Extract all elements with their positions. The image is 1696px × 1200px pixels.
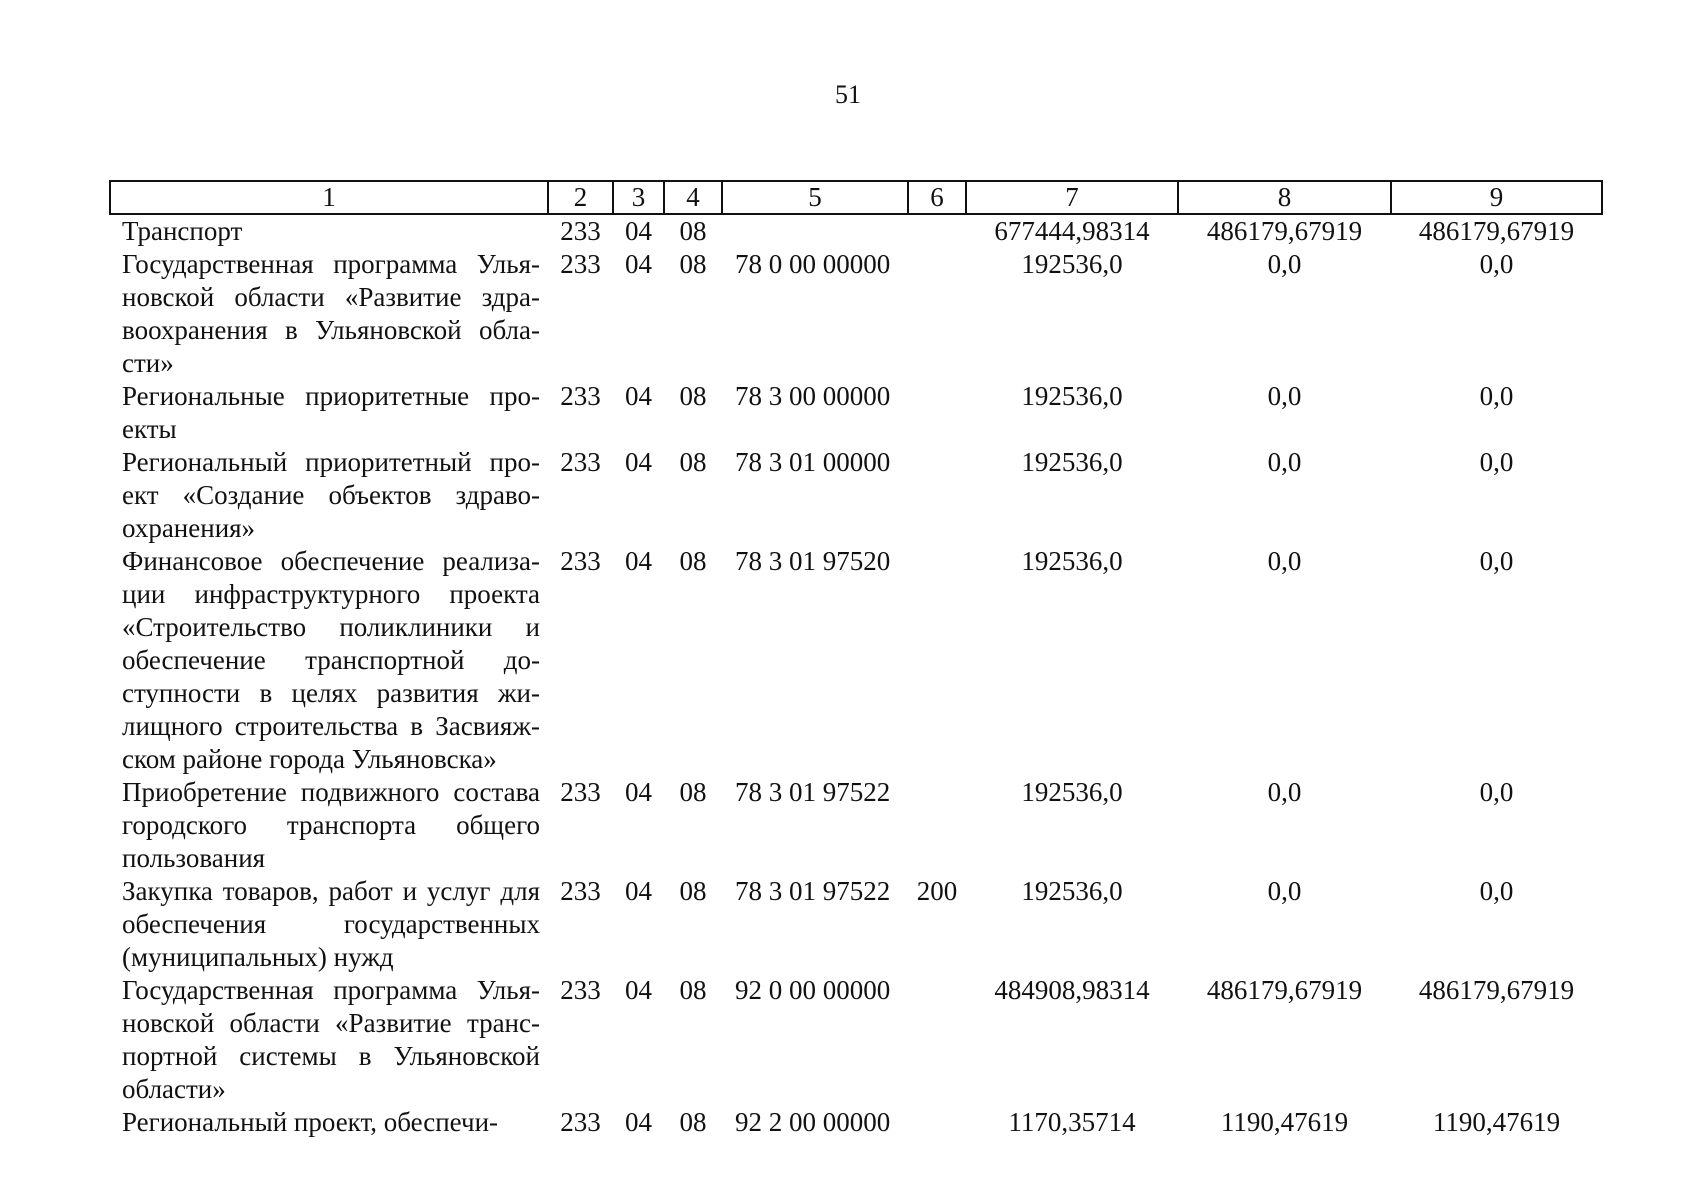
row-amount-col8: 1190,47619 (1220, 1107, 1349, 1137)
row-subsection-code: 08 (679, 546, 707, 576)
row-amount-col8: 0,0 (1267, 876, 1302, 906)
row-name: Приобретение подвижного состава городского транспорта общего пользования (122, 777, 540, 873)
row-ministry-code: 233 (560, 381, 601, 411)
row-amount-col7: 192536,0 (1021, 546, 1123, 576)
table-header (110, 181, 1602, 214)
row-section-code: 04 (625, 876, 652, 906)
row-name: Региональный проект, обеспечи- (122, 1107, 499, 1137)
row-subsection-code: 08 (679, 381, 707, 411)
row-ministry-code: 233 (560, 546, 601, 576)
row-name: Региональный приоритетный проект «Создание объектов здравоохранения» (122, 447, 540, 543)
row-name: Финансовое обеспечение реализации инфраструктурного проекта «Строительство поликлиники и обеспечение транспортной доступности в целях развития жилищного строительства в Засвияжском районе города Ульяновска» (122, 546, 540, 774)
row-expense-type (908, 248, 966, 380)
row-expense-type (908, 1106, 966, 1139)
row-ministry-code: 233 (560, 876, 601, 906)
row-ministry-code: 233 (560, 1107, 601, 1137)
page-number: 51 (835, 80, 861, 109)
row-target-article: 92 2 00 00000 (735, 1107, 891, 1137)
row-amount-col9: 0,0 (1479, 777, 1514, 807)
row-name: Закупка товаров, работ и услуг для обеспечения государственных (муниципальных) нужд (122, 876, 540, 972)
row-expense-type (908, 380, 966, 446)
row-amount-col7: 192536,0 (1021, 447, 1123, 477)
row-amount-col8: 0,0 (1267, 381, 1302, 411)
row-target-article: 78 3 01 97520 (735, 546, 891, 576)
row-ministry-code: 233 (560, 249, 601, 279)
row-subsection-code: 08 (679, 975, 707, 1005)
table-row (110, 248, 1602, 380)
row-target-article: 92 0 00 00000 (735, 975, 891, 1005)
row-section-code: 04 (625, 975, 652, 1005)
row-expense-type (908, 214, 966, 248)
row-section-code: 04 (625, 447, 652, 477)
row-amount-col7: 192536,0 (1021, 876, 1123, 906)
row-target-article: 78 0 00 00000 (735, 249, 891, 279)
table-row (110, 545, 1602, 776)
row-amount-col9: 0,0 (1479, 876, 1514, 906)
row-name: Государственная программа Ульяновской области «Развитие здравоохранения в Ульяновской области» (122, 249, 540, 378)
budget-table (109, 180, 1603, 1139)
row-ministry-code: 233 (560, 216, 601, 246)
row-expense-type (908, 446, 966, 545)
table-row (110, 1106, 1602, 1139)
row-subsection-code: 08 (679, 876, 707, 906)
row-amount-col8: 0,0 (1267, 249, 1302, 279)
row-subsection-code: 08 (679, 447, 707, 477)
row-section-code: 04 (625, 777, 652, 807)
column-header-7: 7 (966, 181, 1178, 214)
column-header-5: 5 (722, 181, 908, 214)
row-subsection-code: 08 (679, 249, 707, 279)
row-ministry-code: 233 (560, 447, 601, 477)
column-header-1: 1 (110, 181, 548, 214)
row-amount-col8: 0,0 (1267, 546, 1302, 576)
row-amount-col8: 486179,67919 (1206, 975, 1363, 1005)
row-amount-col9: 1190,47619 (1432, 1107, 1561, 1137)
column-header-3: 3 (613, 181, 664, 214)
row-expense-type (908, 974, 966, 1106)
row-target-article: 78 3 01 97522 (735, 876, 891, 906)
row-amount-col8: 0,0 (1267, 777, 1302, 807)
row-amount-col7: 192536,0 (1021, 249, 1123, 279)
row-section-code: 04 (625, 216, 652, 246)
row-ministry-code: 233 (560, 777, 601, 807)
row-amount-col9: 0,0 (1479, 249, 1514, 279)
row-section-code: 04 (625, 249, 652, 279)
row-section-code: 04 (625, 1107, 652, 1137)
header-row (110, 181, 1602, 214)
row-target-article: 78 3 01 00000 (735, 447, 891, 477)
column-header-6: 6 (908, 181, 966, 214)
row-amount-col7: 192536,0 (1021, 777, 1123, 807)
row-target-article (722, 214, 908, 248)
row-amount-col7: 192536,0 (1021, 381, 1123, 411)
column-header-2: 2 (548, 181, 613, 214)
table-row (110, 380, 1602, 446)
row-target-article: 78 3 01 97522 (735, 777, 891, 807)
column-header-8: 8 (1178, 181, 1391, 214)
row-amount-col7: 484908,98314 (994, 975, 1150, 1005)
row-amount-col8: 486179,67919 (1206, 216, 1363, 246)
row-section-code: 04 (625, 546, 652, 576)
row-amount-col9: 0,0 (1479, 381, 1514, 411)
row-name: Государственная программа Ульяновской области «Развитие транспортной системы в Ульяновской области» (122, 975, 540, 1104)
row-target-article: 78 3 00 00000 (735, 381, 891, 411)
row-subsection-code: 08 (679, 216, 707, 246)
row-amount-col7: 677444,98314 (994, 216, 1150, 246)
row-subsection-code: 08 (679, 777, 707, 807)
row-name: Транспорт (122, 216, 243, 246)
row-amount-col9: 486179,67919 (1418, 216, 1575, 246)
row-section-code: 04 (625, 381, 652, 411)
table-row (110, 446, 1602, 545)
row-amount-col9: 0,0 (1479, 447, 1514, 477)
row-amount-col8: 0,0 (1267, 447, 1302, 477)
column-header-9: 9 (1391, 181, 1602, 214)
row-ministry-code: 233 (560, 975, 601, 1005)
table-row (110, 974, 1602, 1106)
row-subsection-code: 08 (679, 1107, 707, 1137)
table-row (110, 875, 1602, 974)
table-row (110, 776, 1602, 875)
table-body (110, 214, 1602, 1139)
row-name: Региональные приоритетные проекты (122, 381, 540, 444)
row-amount-col7: 1170,35714 (1008, 1107, 1136, 1137)
row-amount-col9: 0,0 (1479, 546, 1514, 576)
row-amount-col9: 486179,67919 (1418, 975, 1575, 1005)
table-row (110, 214, 1602, 248)
column-header-4: 4 (664, 181, 722, 214)
row-expense-type (908, 776, 966, 875)
row-expense-type (908, 545, 966, 776)
row-expense-type: 200 (916, 876, 958, 906)
